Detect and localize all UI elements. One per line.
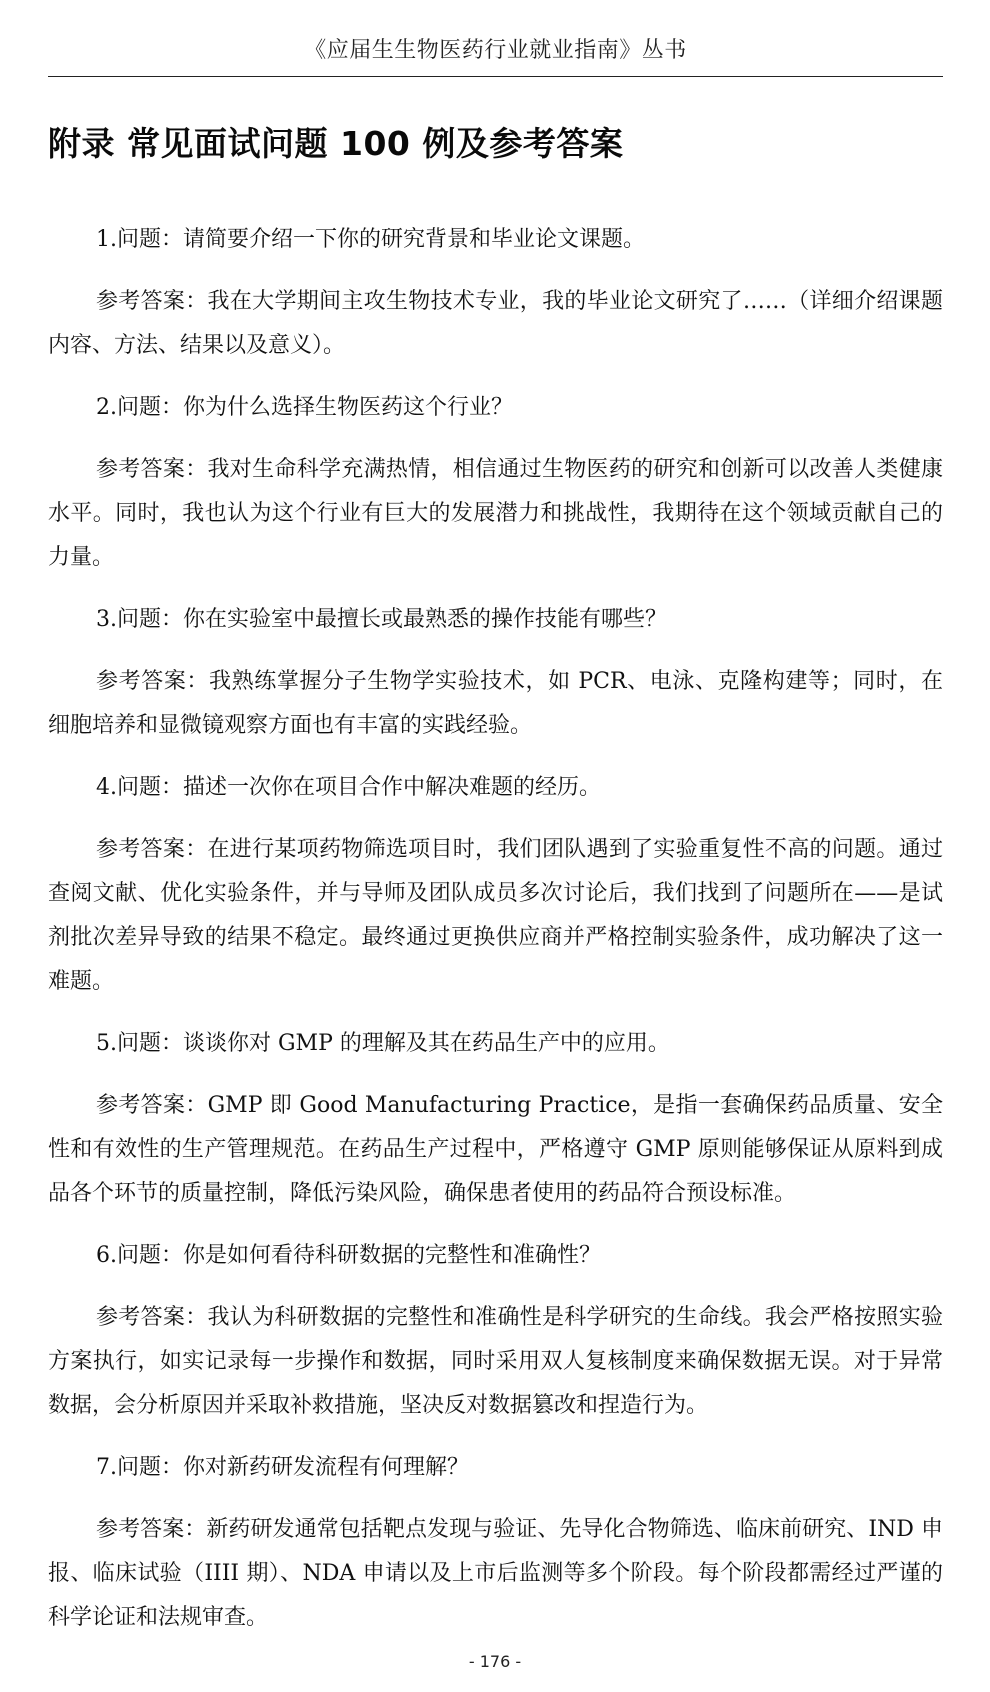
- chapter-title: 附录 常见面试问题 100 例及参考答案: [48, 124, 624, 163]
- question-6: 6.问题：你是如何看待科研数据的完整性和准确性？: [96, 1243, 601, 1268]
- answer-4: 参考答案：在进行某项药物筛选项目时，我们团队遇到了实验重复性不高的问题。通过查阅文献、优化实验条件，并与导师及团队成员多次讨论后，我们找到了问题所在——是试剂批次差异导致的结果不稳定。最终通过更换供应商并严格控制实验条件，成功解决了这一难题。: [48, 837, 943, 994]
- answer-6: 参考答案：我认为科研数据的完整性和准确性是科学研究的生命线。我会严格按照实验方案执行，如实记录每一步操作和数据，同时采用双人复核制度来确保数据无误。对于异常数据，会分析原因并采取补救措施，坚决反对数据篡改和捏造行为。: [48, 1305, 943, 1418]
- answer-3: 参考答案：我熟练掌握分子生物学实验技术，如 PCR、电泳、克隆构建等；同时，在细胞培养和显微镜观察方面也有丰富的实践经验。: [48, 669, 943, 738]
- header-rule: [48, 76, 943, 77]
- question-1: 1.问题：请简要介绍一下你的研究背景和毕业论文课题。: [96, 227, 645, 252]
- question-2: 2.问题：你为什么选择生物医药这个行业？: [96, 395, 513, 420]
- answer-1: 参考答案：我在大学期间主攻生物技术专业，我的毕业论文研究了……（详细介绍课题内容、方法、结果以及意义）。: [48, 289, 943, 358]
- question-7: 7.问题：你对新药研发流程有何理解？: [96, 1455, 469, 1480]
- qa-item-4: [48, 766, 943, 1004]
- answer-7: 参考答案：新药研发通常包括靶点发现与验证、先导化合物筛选、临床前研究、IND 申报、临床试验（IIII 期）、NDA 申请以及上市后监测等多个阶段。每个阶段都需经过严谨的科学论证和法规审查。: [48, 1517, 943, 1630]
- question-3: 3.问题：你在实验室中最擅长或最熟悉的操作技能有哪些？: [96, 607, 667, 632]
- answer-2: 参考答案：我对生命科学充满热情，相信通过生物医药的研究和创新可以改善人类健康水平。同时，我也认为这个行业有巨大的发展潜力和挑战性，我期待在这个领域贡献自己的力量。: [48, 457, 943, 570]
- question-4: 4.问题：描述一次你在项目合作中解决难题的经历。: [96, 775, 601, 800]
- qa-list: [48, 218, 943, 1658]
- question-5: 5.问题：谈谈你对 GMP 的理解及其在药品生产中的应用。: [96, 1031, 670, 1056]
- qa-item-7: [48, 1446, 943, 1640]
- qa-item-6: [48, 1234, 943, 1428]
- answer-5: 参考答案：GMP 即 Good Manufacturing Practice，是指一套确保药品质量、安全性和有效性的生产管理规范。在药品生产过程中，严格遵守 GMP 原则能够保证从原料到成品各个环节的质量控制，降低污染风险，确保患者使用的药品符合预设标准。: [48, 1093, 943, 1206]
- qa-item-1: [48, 218, 943, 368]
- running-header: 《应届生生物医药行业就业指南》丛书: [304, 38, 687, 63]
- qa-item-5: [48, 1022, 943, 1216]
- qa-item-3: [48, 598, 943, 748]
- qa-item-2: [48, 386, 943, 580]
- page-number: - 176 -: [468, 1652, 522, 1671]
